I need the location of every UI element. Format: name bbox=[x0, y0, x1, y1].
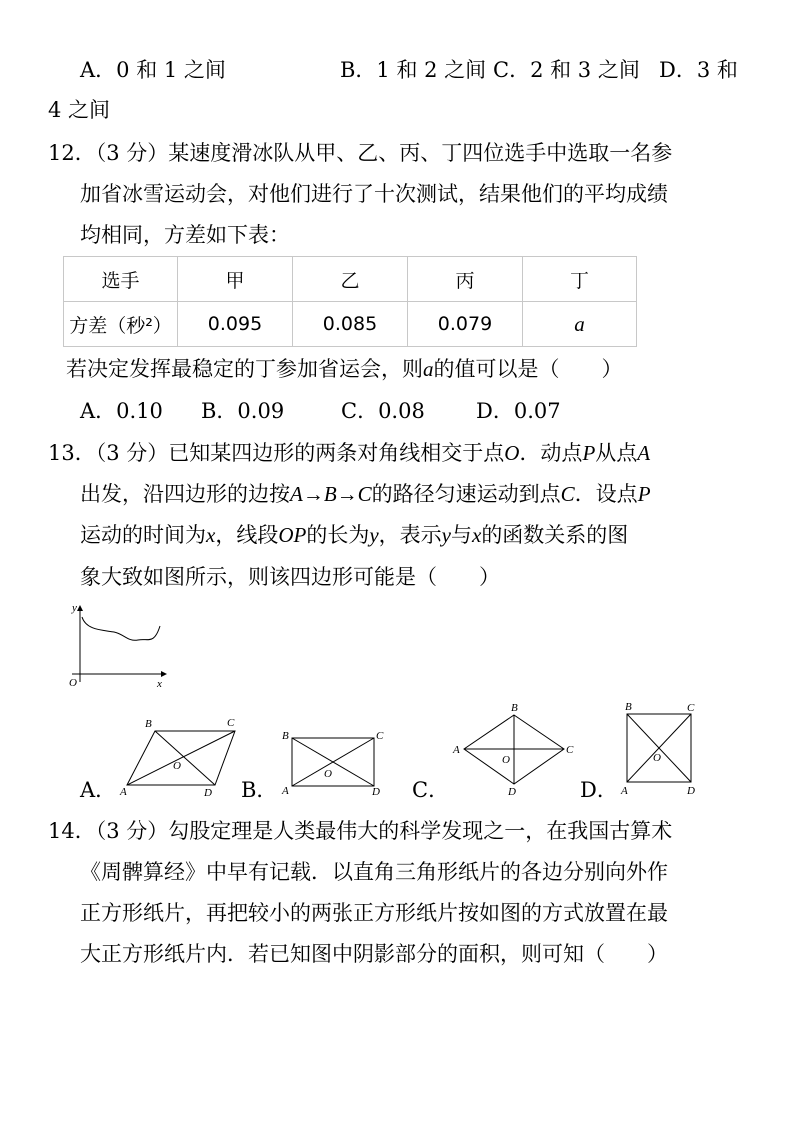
q13-var: OP bbox=[278, 523, 307, 547]
q13-option-c-letter: C． bbox=[412, 778, 450, 802]
q13-stem-line2 bbox=[80, 480, 651, 508]
table-cell: 0.085 bbox=[293, 302, 408, 347]
q13-text: 13．（3 分）已知某四边形的两条对角线相交于点 bbox=[48, 441, 505, 465]
q12-option-b: B．0.09 bbox=[201, 399, 285, 423]
table-row-label: 方差（秒²） bbox=[64, 302, 178, 347]
q12-option-d: D．0.07 bbox=[476, 399, 561, 423]
function-graph bbox=[62, 600, 172, 692]
q13-text: ，线段 bbox=[215, 523, 279, 547]
q14-stem-line3: 正方形纸片，再把较小的两张正方形纸片按如图的方式放置在最 bbox=[80, 901, 668, 925]
vertex-label-a: A bbox=[453, 744, 460, 756]
q11-option-a: A．0 和 1 之间 bbox=[80, 58, 226, 82]
vertex-label-b: B bbox=[145, 718, 152, 730]
vertex-label-d: D bbox=[687, 785, 695, 797]
q13-var: x bbox=[471, 523, 482, 547]
q13-text: 的长为 bbox=[306, 523, 370, 547]
q13-var: P bbox=[582, 441, 596, 465]
vertex-label-b: B bbox=[511, 702, 518, 714]
q12-question bbox=[66, 355, 623, 383]
q14-stem-line2: 《周髀算经》中早有记载．以直角三角形纸片的各边分别向外作 bbox=[80, 860, 668, 884]
option-c-rhombus bbox=[448, 700, 584, 798]
q13-stem-line1 bbox=[48, 439, 650, 467]
table-header-row bbox=[64, 257, 637, 302]
vertex-label-d: D bbox=[508, 786, 516, 798]
vertex-label-c: C bbox=[227, 717, 235, 729]
q11-option-d: D．3 和 bbox=[659, 58, 738, 82]
q14-stem-line1: 14．（3 分）勾股定理是人类最伟大的科学发现之一，在我国古算术 bbox=[48, 819, 673, 843]
q13-text: 出发，沿四边形的边按 bbox=[80, 482, 290, 506]
graph-label-y: y bbox=[72, 602, 77, 614]
table-header-cell: 丁 bbox=[523, 257, 637, 302]
q13-option-a-letter: A． bbox=[80, 778, 117, 802]
q13-text: ，表示 bbox=[378, 523, 442, 547]
q13-text: ．动点 bbox=[519, 441, 583, 465]
option-a-parallelogram bbox=[115, 712, 250, 798]
vertex-label-a: A bbox=[282, 785, 289, 797]
q11-option-c: C．2 和 3 之间 bbox=[493, 58, 640, 82]
table-header-cell: 甲 bbox=[178, 257, 293, 302]
q13-text: ．设点 bbox=[574, 482, 638, 506]
q11-option-b: B．1 和 2 之间 bbox=[340, 58, 487, 82]
q12-option-a: A．0.10 bbox=[80, 399, 163, 423]
q13-var: A bbox=[637, 441, 651, 465]
q12-question-post: 的值可以是（ ） bbox=[433, 357, 623, 381]
vertex-label-b: B bbox=[625, 701, 632, 713]
q12-stem-line3: 均相同，方差如下表： bbox=[80, 223, 290, 247]
vertex-label-o: O bbox=[502, 754, 510, 766]
vertex-label-c: C bbox=[376, 730, 384, 742]
q13-var: A→B→C bbox=[290, 482, 372, 506]
table-header-cell: 选手 bbox=[64, 257, 178, 302]
graph-label-x: x bbox=[157, 678, 162, 690]
q12-question-pre: 若决定发挥最稳定的丁参加省运会，则 bbox=[66, 357, 423, 381]
q13-text: 的路径匀速运动到点 bbox=[371, 482, 561, 506]
graph-label-o: O bbox=[69, 677, 77, 689]
vertex-label-o: O bbox=[653, 752, 661, 764]
q13-var: O bbox=[504, 441, 520, 465]
q13-stem-line3 bbox=[80, 521, 628, 549]
q13-var: y bbox=[369, 523, 379, 547]
q13-text: 与 bbox=[450, 523, 472, 547]
vertex-label-c: C bbox=[566, 744, 574, 756]
vertex-label-b: B bbox=[282, 730, 289, 742]
q13-text: 的函数关系的图 bbox=[481, 523, 629, 547]
q13-var: x bbox=[206, 523, 216, 547]
table-cell: a bbox=[523, 302, 637, 347]
table-header-cell: 乙 bbox=[293, 257, 408, 302]
q12-option-c: C．0.08 bbox=[341, 399, 425, 423]
q13-var: C bbox=[560, 482, 575, 506]
q11-option-d-tail: 4 之间 bbox=[48, 98, 111, 122]
q12-stem-line1: 12．（3 分）某速度滑冰队从甲、乙、丙、丁四位选手中选取一名参 bbox=[48, 141, 673, 165]
function-curve bbox=[82, 617, 160, 640]
variance-table bbox=[63, 256, 637, 347]
option-b-rectangle bbox=[278, 722, 388, 798]
vertex-label-a: A bbox=[621, 785, 628, 797]
q12-question-var: a bbox=[423, 357, 434, 381]
q13-option-b-letter: B． bbox=[241, 778, 278, 802]
table-cell: 0.095 bbox=[178, 302, 293, 347]
vertex-label-o: O bbox=[173, 760, 181, 772]
q13-option-d-letter: D． bbox=[580, 778, 618, 802]
q13-text: 从点 bbox=[595, 441, 638, 465]
q13-var: y bbox=[441, 523, 451, 547]
option-d-square bbox=[617, 698, 701, 798]
q13-stem-line4: 象大致如图所示，则该四边形可能是（ ） bbox=[80, 565, 500, 589]
q13-text: 运动的时间为 bbox=[80, 523, 206, 547]
q14-stem-line4: 大正方形纸片内．若已知图中阴影部分的面积，则可知（ ） bbox=[80, 942, 668, 966]
q13-var: P bbox=[637, 482, 651, 506]
vertex-label-d: D bbox=[204, 787, 212, 798]
q12-stem-line2: 加省冰雪运动会，对他们进行了十次测试，结果他们的平均成绩 bbox=[80, 182, 668, 206]
table-cell: 0.079 bbox=[408, 302, 523, 347]
vertex-label-d: D bbox=[372, 786, 380, 798]
table-row bbox=[64, 302, 637, 347]
vertex-label-a: A bbox=[120, 786, 127, 798]
vertex-label-o: O bbox=[324, 768, 332, 780]
table-header-cell: 丙 bbox=[408, 257, 523, 302]
vertex-label-c: C bbox=[687, 702, 695, 714]
